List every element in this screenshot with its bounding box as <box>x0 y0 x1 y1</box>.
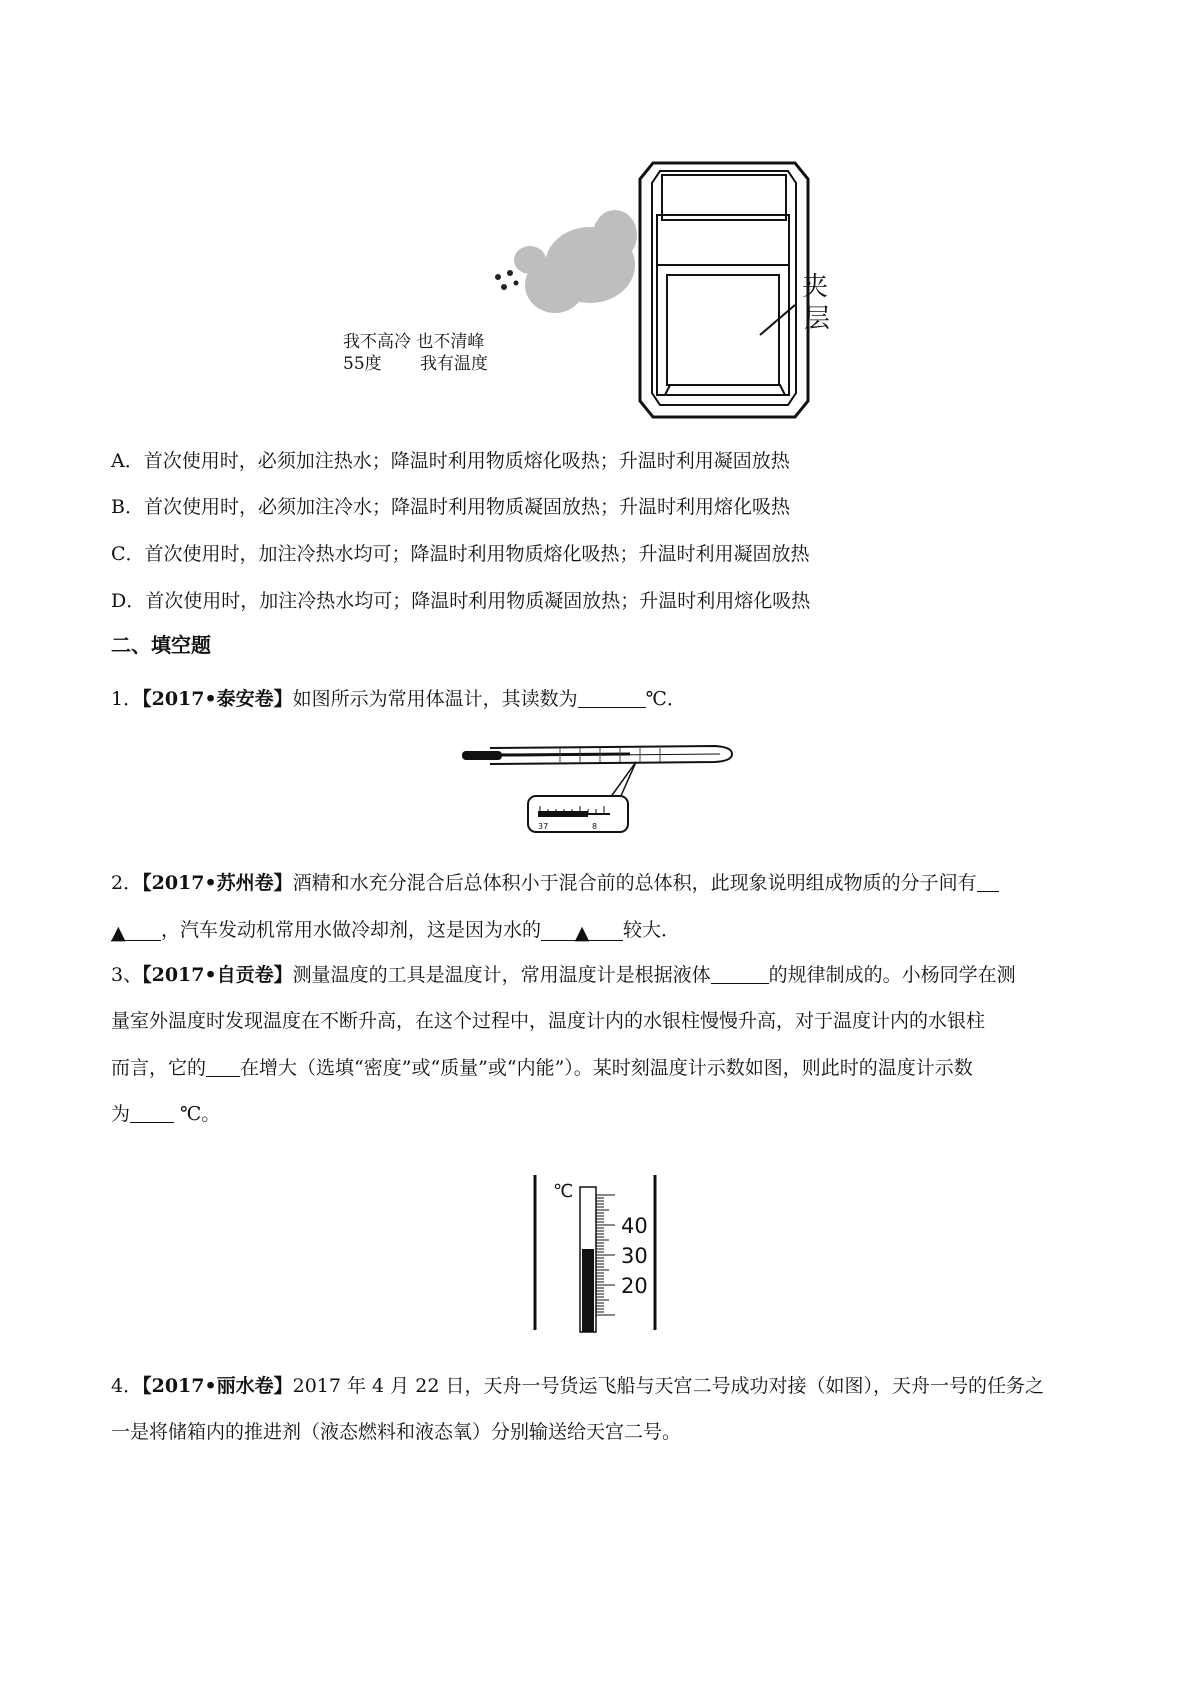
q3-answer-blank-2 <box>206 1056 240 1077</box>
q2-answer-blank-1 <box>111 920 161 944</box>
lab-thermometer <box>525 1165 705 1345</box>
q3-answer-blank-1 <box>711 963 769 984</box>
cup-caption-line2: 55度 <box>343 354 382 374</box>
question-3-line3 <box>111 1055 973 1081</box>
q3-text-3b: 在增大（选填“密度”或“质量”或“内能”）。某时刻温度计示数如图，则此时的温度计示数 <box>240 1057 973 1079</box>
option-c: C．首次使用时，加注冷热水均可；降温时利用物质熔化吸热；升温时利用凝固放热 <box>111 543 810 565</box>
question-2-line2 <box>111 917 680 943</box>
q2-source-tag: 【2017•苏州卷】 <box>142 872 293 894</box>
clinical-thermometer <box>460 732 740 840</box>
q3-text-3a: 而言，它的 <box>111 1057 207 1079</box>
option-a: A．首次使用时，必须加注热水；降温时利用物质熔化吸热；升温时利用凝固放热 <box>111 450 790 472</box>
cup-caption-line1: 我不高冷 也不清峰 <box>343 332 485 352</box>
tick-label-20: 20 <box>621 1274 648 1298</box>
q4-source-tag: 【2017•丽水卷】 <box>142 1375 293 1397</box>
q1-unit: ℃． <box>645 688 686 710</box>
tick-label-30: 30 <box>621 1244 648 1268</box>
q1-source-tag: 【2017•泰安卷】 <box>142 688 293 710</box>
q3-text-4a: 为 <box>111 1103 131 1125</box>
question-2-line1 <box>111 870 999 896</box>
q2-answer-blank-2 <box>541 920 623 944</box>
steam-graphic <box>514 210 637 313</box>
q2-text-1: 酒精和水充分混合后总体积小于混合前的总体积，此现象说明组成物质的分子间有 <box>292 872 977 894</box>
cup-illustration <box>340 155 860 420</box>
cup-caption-line2b: 我有温度 <box>420 354 488 374</box>
q3-number: 3、 <box>111 964 143 986</box>
q4-text-1: 2017 年 4 月 22 日，天舟一号货运飞船与天宫二号成功对接（如图），天舟一号的任务之 <box>292 1375 1044 1397</box>
liquid-column <box>582 1249 594 1332</box>
q3-text-4b: ℃。 <box>174 1103 221 1125</box>
question-4-line2: 一是将储箱内的推进剂（液态燃料和液态氧）分别输送给天宫二号。 <box>111 1421 682 1443</box>
q1-number: 1． <box>111 688 143 710</box>
q4-number: 4． <box>111 1375 143 1397</box>
q1-answer-blank <box>578 687 646 708</box>
celsius-unit: ℃ <box>553 1181 574 1202</box>
q3-answer-blank-3 <box>130 1102 174 1123</box>
q2-triangle-1: ▲ <box>111 922 126 944</box>
q2-text-2: ，汽车发动机常用水做冷却剂，这是因为水的 <box>161 919 542 941</box>
label-ceng: 层 <box>804 304 831 334</box>
q3-source-tag: 【2017•自贡卷】 <box>142 964 293 986</box>
tick-label-40: 40 <box>621 1214 648 1238</box>
label-jia: 夹 <box>802 272 829 302</box>
cup-outline <box>640 163 808 417</box>
q2-triangle-2: ▲ <box>574 922 590 944</box>
q3-text-1a: 测量温度的工具是温度计，常用温度计是根据液体 <box>292 964 711 986</box>
q2-blank-start <box>977 871 999 892</box>
q2-text-3: 较大． <box>623 919 681 941</box>
section-title: 二、填空题 <box>111 633 211 657</box>
q1-text: 如图所示为常用体温计，其读数为 <box>292 688 578 710</box>
q2-number: 2． <box>111 872 143 894</box>
scale-label-37: 37 <box>538 822 549 831</box>
question-3-line2: 量室外温度时发现温度在不断升高，在这个过程中，温度计内的水银柱慢慢升高，对于温度计内的水银柱 <box>111 1010 986 1032</box>
insulated-cup-figure <box>340 155 860 420</box>
question-3-line4 <box>111 1101 220 1127</box>
question-1 <box>111 686 686 712</box>
lab-thermometer-figure <box>525 1165 705 1345</box>
thermometer-bulb <box>462 751 502 760</box>
option-b: B．首次使用时，必须加注冷水；降温时利用物质凝固放热；升温时利用熔化吸热 <box>111 496 790 518</box>
q3-text-1b: 的规律制成的。小杨同学在测 <box>768 964 1016 986</box>
question-3-line1 <box>111 962 1016 988</box>
option-d: D．首次使用时，加注冷热水均可；降温时利用物质凝固放热；升温时利用熔化吸热 <box>111 590 811 612</box>
scale-label-8: 8 <box>592 822 598 831</box>
question-4-line1 <box>111 1373 1044 1399</box>
clinical-thermometer-figure <box>460 732 740 840</box>
